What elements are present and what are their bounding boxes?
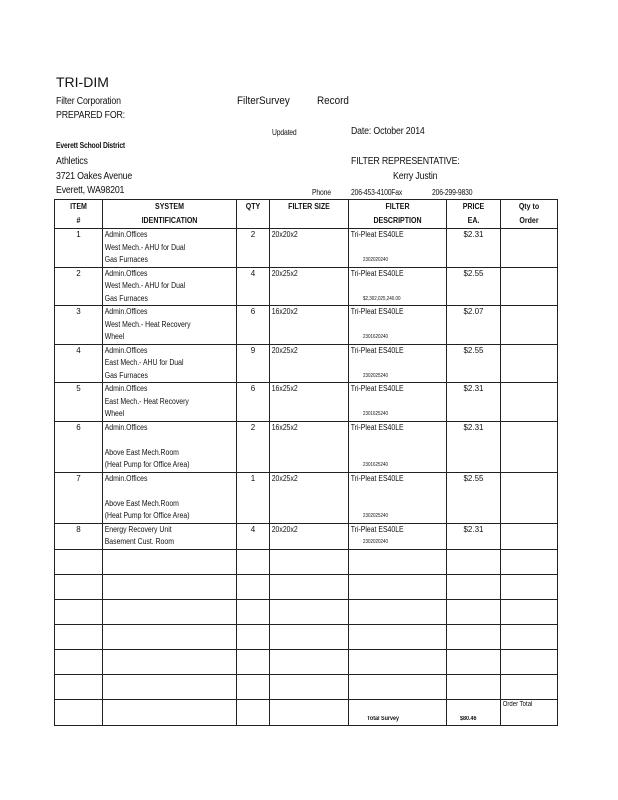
total-survey-label: Total Survey (367, 715, 400, 722)
price-cell: $2.31 (447, 229, 501, 268)
price-cell: $2.55 (447, 472, 501, 523)
qty-to-order-cell (501, 306, 558, 345)
blank-cell[interactable] (501, 649, 558, 674)
table-header-row (55, 200, 558, 229)
blank-cell[interactable] (55, 549, 103, 574)
blank-cell[interactable] (103, 574, 237, 599)
blank-cell[interactable] (237, 624, 270, 649)
customer-city: Everett, WA98201 (56, 185, 125, 196)
system-id-cell: Admin.Offices West Mech.- AHU for Dual Gas Furnaces (103, 267, 237, 306)
company-subtitle: Filter Corporation (56, 96, 121, 107)
qty-cell: 4 (237, 523, 270, 549)
qty-cell: 4 (237, 267, 270, 306)
blank-cell[interactable] (447, 599, 501, 624)
table-row (55, 229, 558, 268)
blank-cell[interactable] (501, 624, 558, 649)
item-number-cell: 7 (55, 472, 103, 523)
filter-size-cell: 16x20x2 (270, 306, 349, 345)
col-system-header: SYSTEM IDENTIFICATION (103, 200, 237, 229)
price-cell: $2.55 (447, 344, 501, 383)
blank-cell[interactable] (501, 599, 558, 624)
blank-cell (270, 699, 349, 725)
filter-rep-label: FILTER REPRESENTATIVE: (351, 156, 460, 167)
blank-cell[interactable] (55, 649, 103, 674)
blank-cell[interactable] (237, 674, 270, 699)
system-id-cell: Energy Recovery Unit Basement Cust. Room (103, 523, 237, 549)
form-title-record: Record (317, 95, 349, 107)
col-filter-size-header: FILTER SIZE (270, 200, 349, 229)
filter-desc-cell: Tri-Pleat ES40LE 2302025240 (349, 472, 447, 523)
blank-cell[interactable] (447, 674, 501, 699)
filter-size-cell: 16x25x2 (270, 383, 349, 422)
filter-desc-cell: Tri-Pleat ES40LE 2301625240 (349, 383, 447, 422)
filter-survey-table (54, 199, 558, 726)
order-total-label: Order Total (502, 700, 533, 708)
blank-cell[interactable] (501, 549, 558, 574)
system-id-cell: Admin.Offices East Mech.- Heat Recovery Wheel (103, 383, 237, 422)
item-number-cell: 3 (55, 306, 103, 345)
filter-desc-cell: Tri-Pleat ES40LE 2302020240 (349, 523, 447, 549)
blank-cell[interactable] (103, 649, 237, 674)
system-id-cell: Admin.Offices East Mech.- AHU for Dual Gas Furnaces (103, 344, 237, 383)
blank-cell[interactable] (501, 574, 558, 599)
blank-cell[interactable] (270, 674, 349, 699)
col-item-header: ITEM # (55, 200, 103, 229)
filter-size-cell: 20x25x2 (270, 344, 349, 383)
blank-cell[interactable] (270, 649, 349, 674)
blank-cell[interactable] (55, 574, 103, 599)
table-row (55, 421, 558, 472)
filter-size-cell: 20x20x2 (270, 229, 349, 268)
updated-label: Updated (272, 128, 297, 137)
table-row (55, 472, 558, 523)
customer-address: 3721 Oakes Avenue (56, 171, 133, 182)
qty-to-order-cell (501, 267, 558, 306)
blank-cell (237, 699, 270, 725)
blank-cell[interactable] (103, 674, 237, 699)
blank-row (55, 649, 558, 674)
phone-label: Phone (312, 188, 331, 197)
col-qty-order-header: Qty to Order (501, 200, 558, 229)
rep-name: Kerry Justin (393, 171, 438, 182)
filter-desc-cell: Tri-Pleat ES40LE $2,302,025,240.00 (349, 267, 447, 306)
blank-row (55, 674, 558, 699)
total-survey-cell (349, 699, 447, 725)
item-number-cell: 5 (55, 383, 103, 422)
qty-cell: 6 (237, 306, 270, 345)
blank-cell[interactable] (270, 599, 349, 624)
col-price-header: PRICE EA. (447, 200, 501, 229)
item-number-cell: 6 (55, 421, 103, 472)
blank-cell[interactable] (270, 574, 349, 599)
qty-to-order-cell (501, 383, 558, 422)
filter-size-cell: 20x20x2 (270, 523, 349, 549)
blank-cell[interactable] (349, 574, 447, 599)
system-id-cell: Admin.Offices West Mech.- Heat Recovery Wheel (103, 306, 237, 345)
blank-cell (55, 699, 103, 725)
blank-cell[interactable] (237, 549, 270, 574)
total-row (55, 699, 558, 725)
qty-cell: 2 (237, 229, 270, 268)
filter-desc-cell: Tri-Pleat ES40LE 2301620240 (349, 306, 447, 345)
blank-cell[interactable] (447, 624, 501, 649)
blank-cell[interactable] (237, 599, 270, 624)
total-survey-value: $80.46 (460, 715, 477, 722)
blank-cell[interactable] (349, 549, 447, 574)
qty-cell: 1 (237, 472, 270, 523)
blank-row (55, 574, 558, 599)
system-id-cell: Admin.Offices West Mech.- AHU for Dual Gas Furnaces (103, 229, 237, 268)
item-number-cell: 8 (55, 523, 103, 549)
item-number-cell: 4 (55, 344, 103, 383)
blank-row (55, 599, 558, 624)
total-value-cell (447, 699, 501, 725)
form-title: FilterSurvey (237, 95, 290, 107)
blank-cell[interactable] (501, 674, 558, 699)
blank-cell[interactable] (349, 624, 447, 649)
blank-cell[interactable] (103, 599, 237, 624)
blank-cell[interactable] (55, 599, 103, 624)
price-cell: $2.55 (447, 267, 501, 306)
filter-size-cell: 16x25x2 (270, 421, 349, 472)
blank-cell[interactable] (270, 624, 349, 649)
qty-to-order-cell (501, 523, 558, 549)
price-cell: $2.31 (447, 383, 501, 422)
blank-cell[interactable] (103, 549, 237, 574)
qty-to-order-cell (501, 229, 558, 268)
blank-cell[interactable] (270, 549, 349, 574)
phone-number: 206-453-4100Fax (351, 188, 403, 197)
blank-cell[interactable] (237, 574, 270, 599)
customer-dept: Athletics (56, 156, 88, 167)
table-row (55, 267, 558, 306)
qty-cell: 9 (237, 344, 270, 383)
prepared-for-label: PREPARED FOR: (56, 110, 125, 121)
company-name: TRI-DIM (56, 74, 109, 90)
blank-cell[interactable] (349, 674, 447, 699)
filter-desc-cell: Tri-Pleat ES40LE 2302025240 (349, 344, 447, 383)
filter-size-cell: 20x25x2 (270, 472, 349, 523)
price-cell: $2.07 (447, 306, 501, 345)
date-label: Date: October 2014 (351, 126, 425, 137)
blank-cell[interactable] (447, 649, 501, 674)
blank-cell[interactable] (349, 599, 447, 624)
qty-to-order-cell (501, 472, 558, 523)
price-cell: $2.31 (447, 421, 501, 472)
table-row (55, 344, 558, 383)
table-row (55, 306, 558, 345)
item-number-cell: 2 (55, 267, 103, 306)
filter-desc-cell: Tri-Pleat ES40LE 2301625240 (349, 421, 447, 472)
fax-number: 206-299-9830 (432, 188, 473, 197)
item-number-cell: 1 (55, 229, 103, 268)
price-cell: $2.31 (447, 523, 501, 549)
system-id-cell: Admin.Offices Above East Mech.Room (Heat Pump for Office Area) (103, 472, 237, 523)
table-row (55, 383, 558, 422)
order-total-cell (501, 699, 558, 725)
table-row (55, 523, 558, 549)
blank-cell[interactable] (55, 624, 103, 649)
blank-row (55, 624, 558, 649)
blank-cell (103, 699, 237, 725)
qty-to-order-cell (501, 421, 558, 472)
blank-cell[interactable] (55, 674, 103, 699)
blank-cell[interactable] (447, 574, 501, 599)
qty-cell: 2 (237, 421, 270, 472)
blank-cell[interactable] (349, 649, 447, 674)
qty-cell: 6 (237, 383, 270, 422)
blank-cell[interactable] (237, 649, 270, 674)
blank-cell[interactable] (103, 624, 237, 649)
filter-size-cell: 20x25x2 (270, 267, 349, 306)
qty-to-order-cell (501, 344, 558, 383)
col-filter-desc-header: FILTER DESCRIPTION (349, 200, 447, 229)
system-id-cell: Admin.Offices Above East Mech.Room (Heat Pump for Office Area) (103, 421, 237, 472)
blank-cell[interactable] (447, 549, 501, 574)
customer-name: Everett School District (56, 141, 126, 150)
blank-row (55, 549, 558, 574)
col-qty-header: QTY (237, 200, 270, 229)
filter-desc-cell: Tri-Pleat ES40LE 2302020240 (349, 229, 447, 268)
